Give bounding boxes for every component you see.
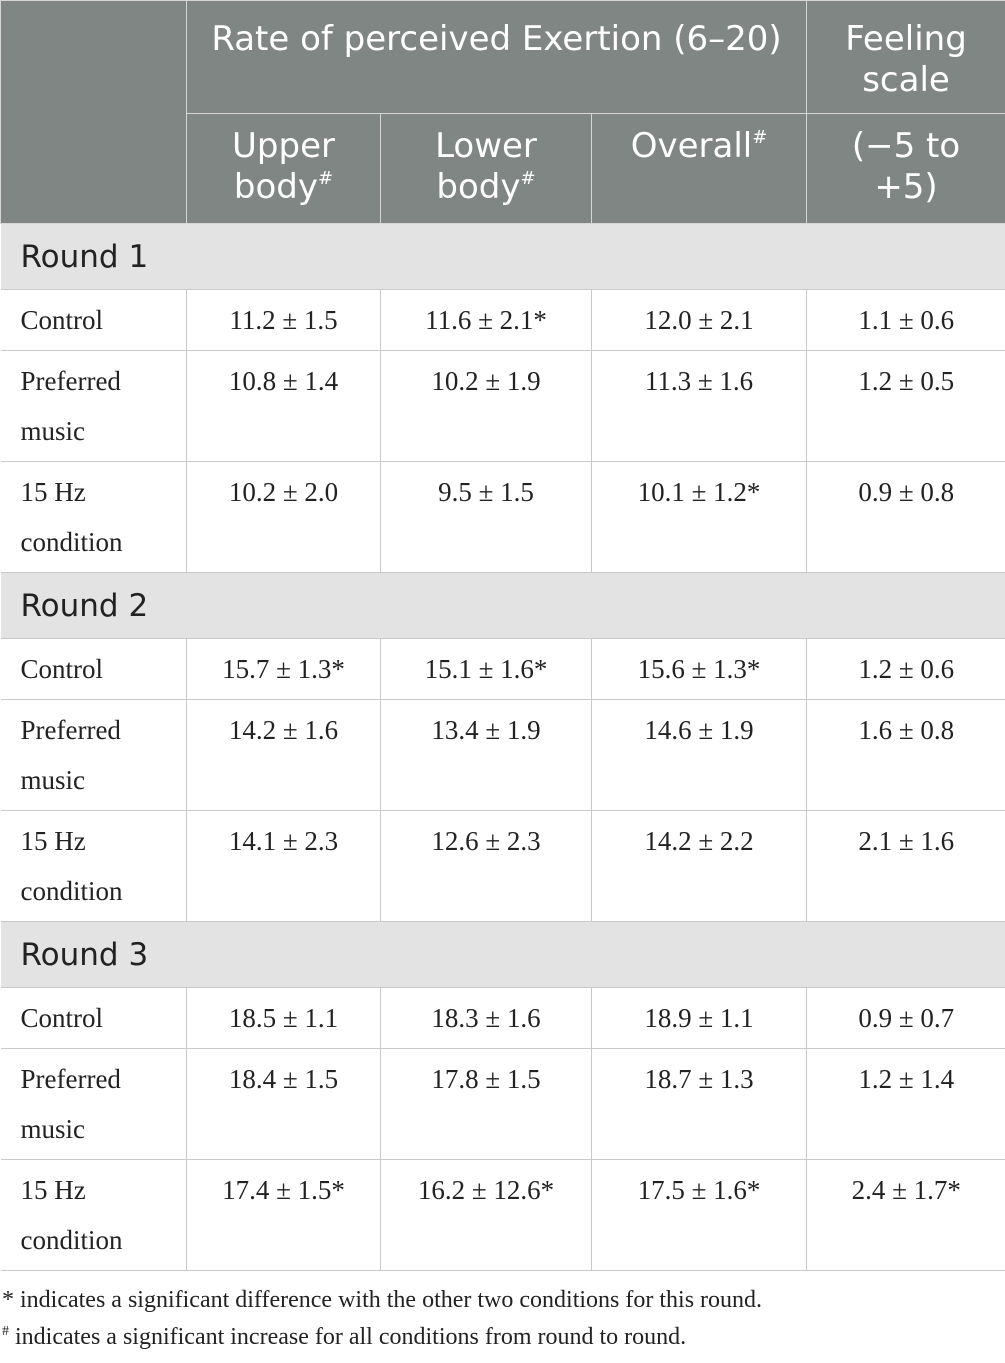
lower-body-cell: 10.2 ± 1.9 [381,351,592,462]
lower-body-cell: 17.8 ± 1.5 [381,1049,592,1160]
lower-body-cell: 12.6 ± 2.3 [381,811,592,922]
footnotes [0,1282,1005,1356]
lower-body-cell: 16.2 ± 12.6* [381,1160,592,1271]
feeling-cell: 2.4 ± 1.7* [807,1160,1005,1271]
table-row [1,811,1005,922]
lower-body-cell: 9.5 ± 1.5 [381,462,592,573]
lower-body-cell: 18.3 ± 1.6 [381,988,592,1049]
table-row [1,700,1005,811]
condition-cell: Preferred music [1,1049,187,1160]
round-header-row [1,224,1005,290]
header-lower-body: Lower body# [381,114,592,224]
feeling-cell: 1.2 ± 1.4 [807,1049,1005,1160]
header-overall: Overall# [592,114,807,224]
upper-body-cell: 17.4 ± 1.5* [187,1160,381,1271]
upper-body-cell: 10.2 ± 2.0 [187,462,381,573]
table-row [1,462,1005,573]
table-header [1,1,1005,224]
lower-body-cell: 15.1 ± 1.6* [381,639,592,700]
table-row [1,988,1005,1049]
footnote-star: * indicates a significant difference with the other two conditions for this round. [2,1287,763,1313]
round-header-row [1,573,1005,639]
table-row [1,1049,1005,1160]
overall-cell: 18.9 ± 1.1 [592,988,807,1049]
upper-body-cell: 14.2 ± 1.6 [187,700,381,811]
table-row [1,351,1005,462]
round-header-row [1,922,1005,988]
table-row [1,290,1005,351]
footnote-hash: # indicates a significant increase for all conditions from round to round. [2,1324,687,1350]
upper-body-cell: 11.2 ± 1.5 [187,290,381,351]
overall-cell: 11.3 ± 1.6 [592,351,807,462]
round-label: Round 1 [1,224,1005,290]
overall-cell: 14.6 ± 1.9 [592,700,807,811]
header-feeling-scale: Feeling scale [807,1,1005,114]
overall-cell: 18.7 ± 1.3 [592,1049,807,1160]
condition-cell: Preferred music [1,351,187,462]
upper-body-cell: 18.4 ± 1.5 [187,1049,381,1160]
condition-cell: 15 Hz condition [1,462,187,573]
upper-body-cell: 14.1 ± 2.3 [187,811,381,922]
table-body [1,224,1005,1271]
lower-body-cell: 11.6 ± 2.1* [381,290,592,351]
overall-cell: 15.6 ± 1.3* [592,639,807,700]
header-corner-cell [1,1,187,224]
round-label: Round 3 [1,922,1005,988]
table-row [1,1160,1005,1271]
condition-cell: 15 Hz condition [1,811,187,922]
upper-body-cell: 18.5 ± 1.1 [187,988,381,1049]
condition-cell: Preferred music [1,700,187,811]
table-row [1,639,1005,700]
feeling-cell: 1.6 ± 0.8 [807,700,1005,811]
overall-cell: 17.5 ± 1.6* [592,1160,807,1271]
round-label: Round 2 [1,573,1005,639]
overall-cell: 14.2 ± 2.2 [592,811,807,922]
feeling-cell: 1.2 ± 0.6 [807,639,1005,700]
feeling-cell: 1.1 ± 0.6 [807,290,1005,351]
overall-cell: 10.1 ± 1.2* [592,462,807,573]
condition-cell: 15 Hz condition [1,1160,187,1271]
feeling-cell: 1.2 ± 0.5 [807,351,1005,462]
condition-cell: Control [1,290,187,351]
condition-cell: Control [1,639,187,700]
upper-body-cell: 10.8 ± 1.4 [187,351,381,462]
feeling-cell: 2.1 ± 1.6 [807,811,1005,922]
feeling-cell: 0.9 ± 0.8 [807,462,1005,573]
lower-body-cell: 13.4 ± 1.9 [381,700,592,811]
upper-body-cell: 15.7 ± 1.3* [187,639,381,700]
header-feeling-range: (−5 to +5) [807,114,1005,224]
header-upper-body: Upper body# [187,114,381,224]
header-rpe-group: Rate of perceived Exertion (6–20) [187,1,807,114]
condition-cell: Control [1,988,187,1049]
overall-cell: 12.0 ± 2.1 [592,290,807,351]
feeling-cell: 0.9 ± 0.7 [807,988,1005,1049]
